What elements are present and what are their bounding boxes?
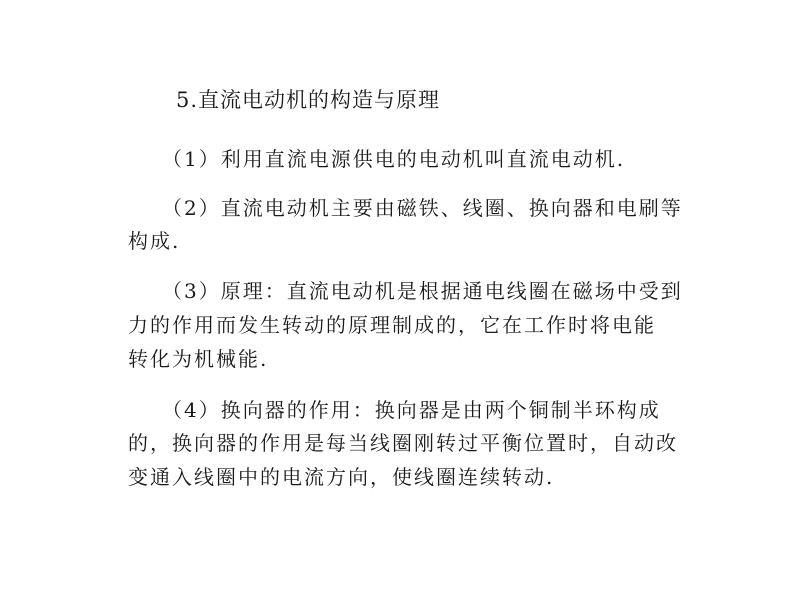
item-2-line-1: （2）直流电动机主要由磁铁、线圈、换向器和电刷等: [162, 196, 683, 220]
item-2-line-2: 构成.: [128, 229, 181, 253]
item-4-line-3: 变通入线圈中的电流方向，使线圈连续转动.: [128, 465, 555, 489]
item-4-line-1: （4）换向器的作用：换向器是由两个铜制半环构成: [162, 398, 661, 422]
item-3-line-3: 转化为机械能.: [128, 347, 269, 371]
section-heading: 5.直流电动机的构造与原理: [176, 88, 441, 112]
item-4-line-2: 的，换向器的作用是每当线圈刚转过平衡位置时，自动改: [128, 431, 678, 455]
item-3-line-2: 力的作用而发生转动的原理制成的，它在工作时将电能: [128, 313, 656, 337]
item-3-line-1: （3）原理：直流电动机是根据通电线圈在磁场中受到: [162, 279, 683, 303]
item-1-line-1: （1）利用直流电源供电的电动机叫直流电动机.: [162, 147, 626, 171]
